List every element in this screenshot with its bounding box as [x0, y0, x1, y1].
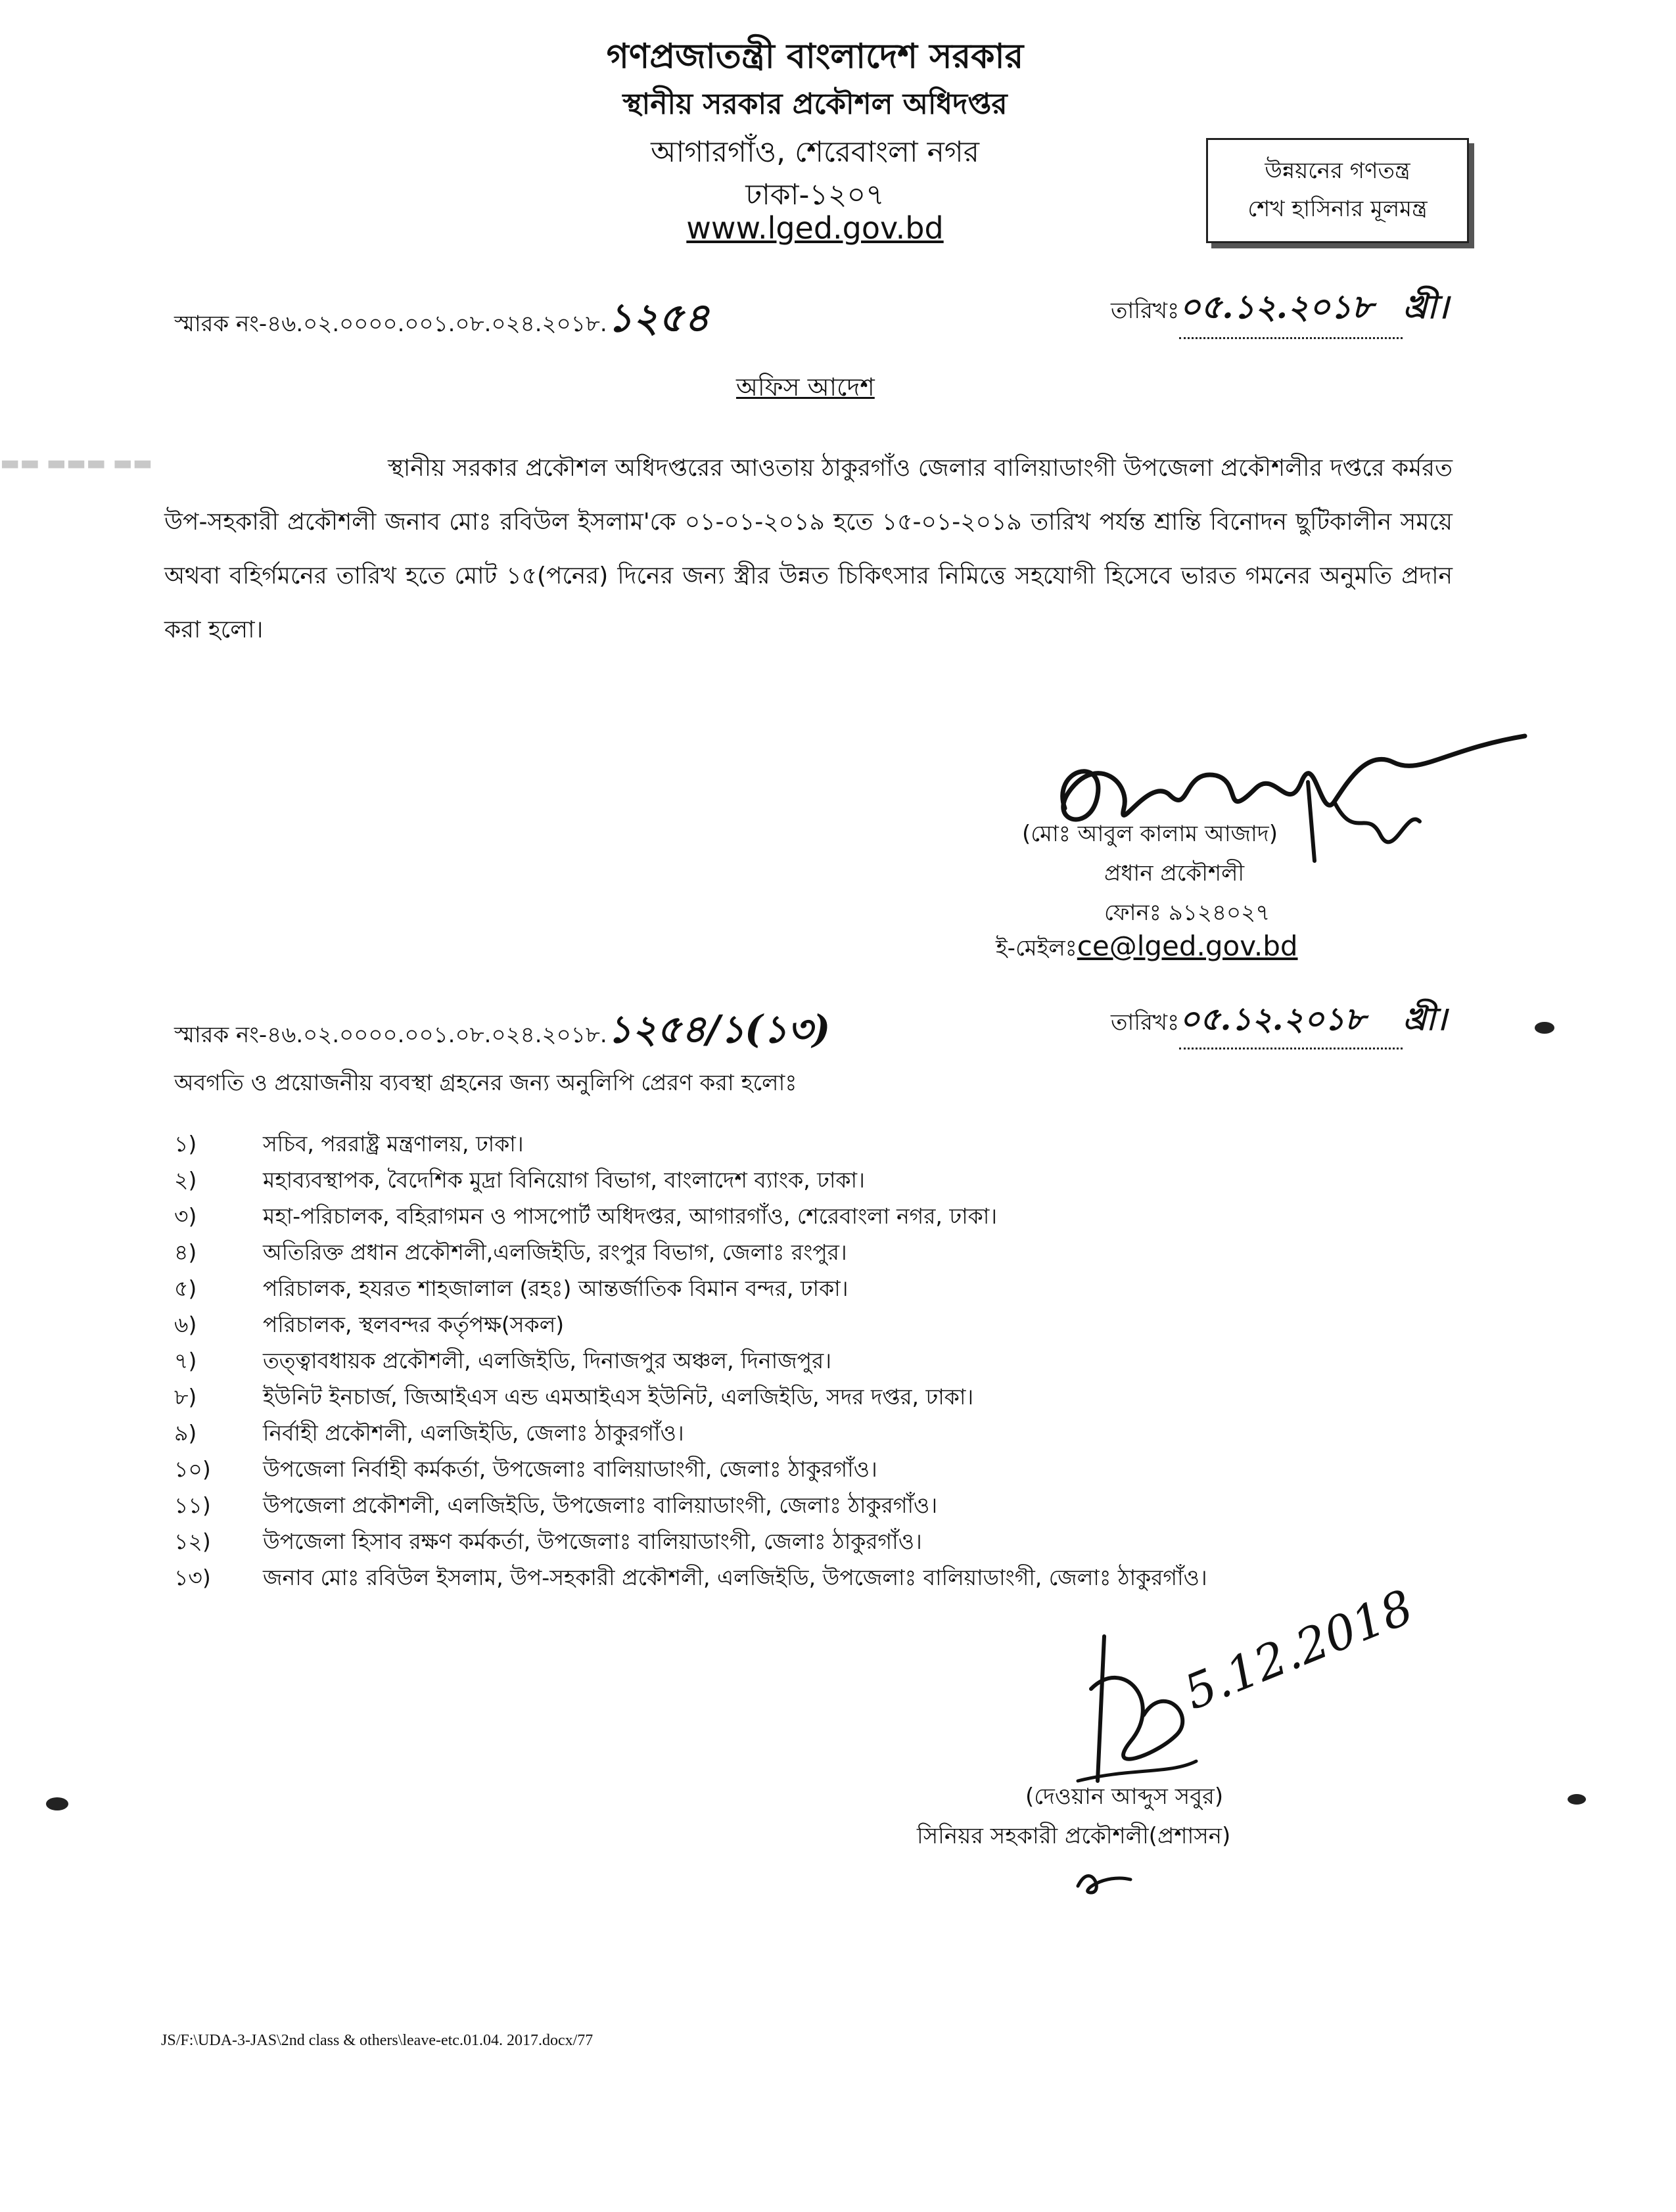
list-item	[174, 1380, 1423, 1416]
signatory-1-title: প্রধান প্রকৌশলী	[1104, 860, 1245, 887]
list-item	[174, 1199, 1423, 1235]
signatory-1-name: (মোঃ আবুল কালাম আজাদ)	[1022, 821, 1278, 847]
list-item-text: পরিচালক, স্থলবন্দর কর্তৃপক্ষ(সকল)	[263, 1312, 565, 1337]
memo-date-1-label: তারিখঃ	[1111, 298, 1180, 324]
footer-file-path: JS/F:\UDA-3-JAS\2nd class & others\leave-etc.01.04. 2017.docx/77	[161, 2032, 594, 2049]
list-item	[174, 1308, 1423, 1344]
list-item-text: উপজেলা নির্বাহী কর্মকর্তা, উপজেলাঃ বালিয়াডাংগী, জেলাঃ ঠাকুরগাঁও।	[263, 1456, 877, 1482]
email-link[interactable]: ce@lged.gov.bd	[1077, 930, 1298, 962]
list-item-text: সচিব, পররাষ্ট্র মন্ত্রণালয়, ঢাকা।	[263, 1131, 524, 1157]
memo-ref-1-text: স্মারক নং-৪৬.০২.০০০০.০০১.০৮.০২৪.২০১৮.	[174, 311, 607, 337]
list-item-text: তত্ত্বাবধায়ক প্রকৌশলী, এলজিইডি, দিনাজপুর অঞ্চল, দিনাজপুর।	[263, 1348, 832, 1373]
list-item-text: জনাব মোঃ রবিউল ইসলাম, উপ-সহকারী প্রকৌশলী, এলজিইডি, উপজেলাঃ বালিয়াডাংগী, জেলাঃ ঠাকুরগাঁও।	[263, 1565, 1207, 1590]
list-item-text: মহাব্যবস্থাপক, বৈদেশিক মুদ্রা বিনিয়োগ বিভাগ, বাংলাদেশ ব্যাংক, ঢাকা।	[263, 1167, 865, 1193]
department-name: স্থানীয় সরকার প্রকৌশল অধিদপ্তর	[622, 87, 1008, 121]
memo-date-1	[1111, 283, 1449, 339]
list-item	[174, 1127, 1423, 1163]
list-item-text: মহা-পরিচালক, বহিরাগমন ও পাসপোর্ট অধিদপ্তর, আগারগাঁও, শেরেবাংলা নগর, ঢাকা।	[263, 1203, 998, 1229]
memo-date-2-handwritten: ০৫.১২.২০১৮	[1179, 996, 1403, 1049]
signatory-1-email	[996, 930, 1298, 969]
list-item-text: অতিরিক্ত প্রধান প্রকৌশলী,এলজিইডি, রংপুর বিভাগ, জেলাঃ রংপুর।	[263, 1239, 847, 1265]
memo-ref-2-text: স্মারক নং-৪৬.০২.০০০০.০০১.০৮.০২৪.২০১৮.	[174, 1022, 607, 1048]
scan-speck	[46, 1797, 68, 1810]
order-body-text: স্থানীয় সরকার প্রকৌশল অধিদপ্তরের আওতায় ঠাকুরগাঁও জেলার বালিয়াডাংগী উপজেলা প্রকৌশলীর দপ্তরে কর্মরত উপ-সহকারী প্রকৌশলী জনাব মোঃ রবিউল ইসলাম'কে ০১-০১-২০১৯ হতে ১৫-০১-২০১৯ তারিখ পর্যন্ত শ্রান্তি বিনোদন ছুটিকালীন সময়ে অথবা বহির্গমনের তারিখ হতে মোট ১৫(পনের) দিনের জন্য স্ত্রীর উন্নত চিকিৎসার নিমিত্তে সহযোগী হিসেবে ভারত গমনের অনুমতি প্রদান করা হলো।	[164, 455, 1453, 643]
list-item-number: ৬)	[174, 1312, 197, 1337]
list-item-number: ১০)	[174, 1456, 211, 1482]
website-link[interactable]: www.lged.gov.bd	[686, 210, 944, 246]
order-body	[164, 442, 1453, 657]
memo-date-1-suffix: খ্রী।	[1403, 287, 1449, 326]
list-item-number: ৭)	[174, 1348, 197, 1373]
signatory-2-name: (দেওয়ান আব্দুস সবুর)	[1025, 1784, 1224, 1810]
address-line: আগারগাঁও, শেরেবাংলা নগর	[651, 135, 979, 169]
memo-ref-2	[174, 1000, 830, 1064]
motto-box	[1206, 138, 1469, 243]
list-item-text: উপজেলা প্রকৌশলী, এলজিইডি, উপজেলাঃ বালিয়াডাংগী, জেলাঃ ঠাকুরগাঁও।	[263, 1492, 938, 1518]
scan-speck	[1535, 1022, 1554, 1034]
list-item	[174, 1452, 1423, 1488]
list-item-text: নির্বাহী প্রকৌশলী, এলজিইডি, জেলাঃ ঠাকুরগাঁও।	[263, 1420, 684, 1446]
initial-mark	[1065, 1853, 1157, 1906]
motto-line-2: শেখ হাসিনার মূলমন্ত্র	[1247, 196, 1428, 222]
memo-date-2-suffix: খ্রী।	[1403, 1001, 1447, 1038]
memo-date-2	[1111, 996, 1447, 1049]
signature-date: 5.12.2018	[1176, 1578, 1421, 1720]
list-item-number: ৮)	[174, 1384, 197, 1410]
list-item-number: ১৩)	[174, 1565, 211, 1590]
signatory-2-title: সিনিয়র সহকারী প্রকৌশলী(প্রশাসন)	[917, 1823, 1231, 1849]
office-order-title: অফিস আদেশ	[736, 373, 875, 402]
motto-line-1: উন্নয়নের গণতন্ত্র	[1265, 158, 1410, 184]
list-item-number: ৪)	[174, 1239, 197, 1265]
memo-ref-1	[174, 288, 710, 354]
city-line: ঢাকা-১২০৭	[745, 178, 885, 212]
list-item	[174, 1416, 1423, 1452]
list-item-number: ১)	[174, 1131, 197, 1157]
list-item-number: ১২)	[174, 1529, 211, 1554]
copy-intro: অবগতি ও প্রয়োজনীয় ব্যবস্থা গ্রহনের জন্য অনুলিপি প্রেরণ করা হলোঃ	[174, 1070, 797, 1096]
memo-date-1-handwritten: ০৫.১২.২০১৮	[1179, 283, 1403, 339]
list-item-text: ইউনিট ইনচার্জ, জিআইএস এন্ড এমআইএস ইউনিট, এলজিইডি, সদর দপ্তর, ঢাকা।	[263, 1384, 974, 1410]
list-item-text: পরিচালক, হযরত শাহজালাল (রহঃ) আন্তর্জাতিক বিমান বন্দর, ঢাকা।	[263, 1276, 849, 1301]
chief-engineer-signature	[1025, 710, 1538, 881]
list-item-number: ৯)	[174, 1420, 197, 1446]
list-item	[174, 1163, 1423, 1199]
signatory-1-phone: ফোনঃ ৯১২৪০২৭	[1104, 900, 1270, 926]
copy-list	[174, 1127, 1423, 1597]
list-item	[174, 1272, 1423, 1308]
memo-date-2-label: তারিখঃ	[1111, 1009, 1180, 1036]
email-label: ই-মেইলঃ	[996, 935, 1077, 961]
list-item-number: ৩)	[174, 1203, 197, 1229]
scan-speck	[1568, 1794, 1586, 1805]
list-item	[174, 1525, 1423, 1561]
list-item	[174, 1561, 1423, 1597]
list-item-number: ২)	[174, 1167, 197, 1193]
list-item-number: ১১)	[174, 1492, 211, 1518]
memo-ref-1-handwritten: ১২৫৪	[607, 295, 710, 341]
memo-ref-2-handwritten: ১২৫৪/১(১৩)	[607, 1007, 831, 1051]
list-item	[174, 1488, 1423, 1525]
list-item-number: ৫)	[174, 1276, 197, 1301]
list-item	[174, 1235, 1423, 1272]
list-item-text: উপজেলা হিসাব রক্ষণ কর্মকর্তা, উপজেলাঃ বালিয়াডাংগী, জেলাঃ ঠাকুরগাঁও।	[263, 1529, 922, 1554]
govt-title: গণপ্রজাতন্ত্রী বাংলাদেশ সরকার	[606, 37, 1024, 76]
list-item	[174, 1344, 1423, 1380]
bleed-through-text: ▬▬ ▬▬▬ ▬▬	[0, 450, 152, 475]
